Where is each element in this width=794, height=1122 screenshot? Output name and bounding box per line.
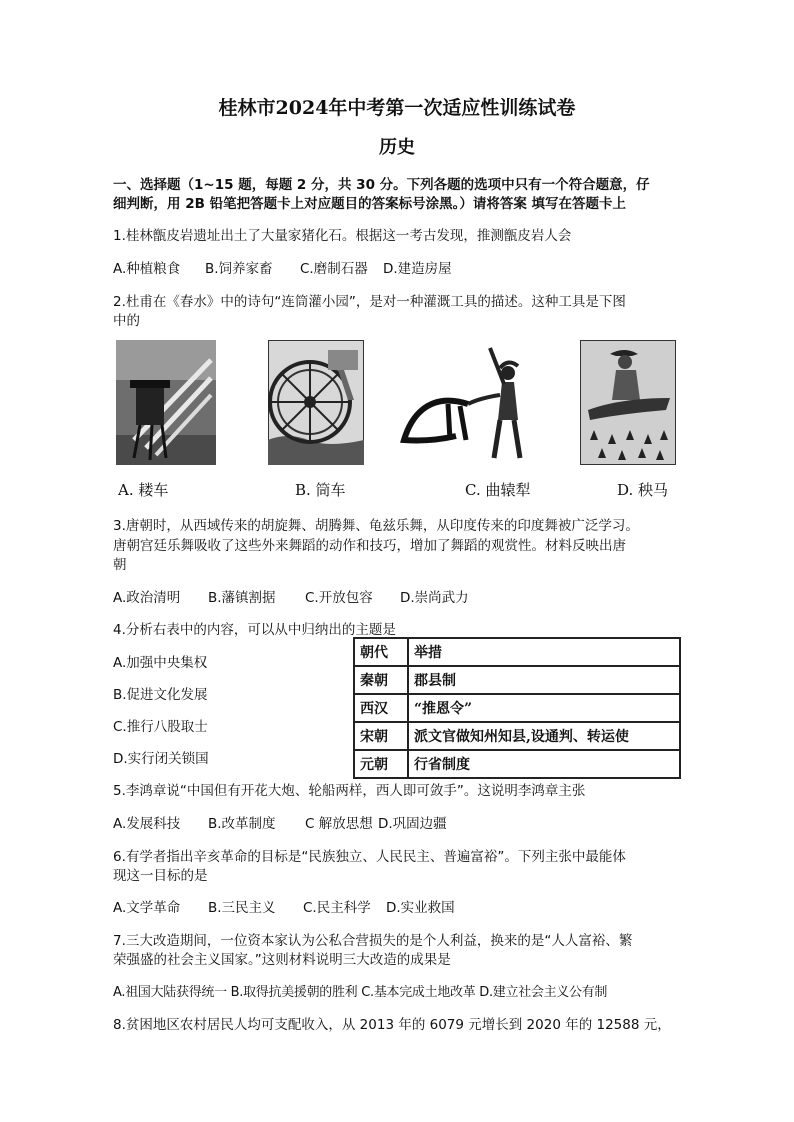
q4-option-a: A.加强中央集权: [113, 655, 208, 671]
q7-stem-line1: 7.三大改造期间，一位资本家认为公私合营损失的是个人利益，换来的是“人人富裕、繁: [113, 933, 633, 949]
q3-options: [113, 586, 469, 606]
water-wheel-icon: [268, 340, 364, 465]
table-cell: 秦朝: [354, 666, 408, 694]
table-row: [354, 666, 680, 694]
q4-option-c: C.推行八股取士: [113, 719, 208, 735]
q3-stem-line2: 唐朝宫廷乐舞吸收了这些外来舞蹈的动作和技巧，增加了舞蹈的观赏性。材料反映出唐: [113, 538, 626, 554]
section-heading-line2: 细判断，用 2B 铅笔把答题卡上对应题目的答案标号涂黑。）请将答案 填写在答题卡上: [113, 196, 627, 212]
figure-caption-d: D. 秧马: [617, 481, 669, 499]
table-cell: 宋朝: [354, 722, 408, 750]
table-row: [354, 750, 680, 778]
table-cell: 郡县制: [408, 666, 680, 694]
table-header-row: [354, 638, 680, 666]
table-cell: “推恩令”: [408, 694, 680, 722]
q6-stem-line2: 现这一目标的是: [113, 868, 208, 884]
table-cell: 西汉: [354, 694, 408, 722]
q5-option-a: A.发展科技: [113, 816, 181, 832]
q5-options: [113, 812, 447, 832]
q6-stem-line1: 6.有学者指出辛亥革命的目标是“民族独立、人民民主、普遍富裕”。下列主张中最能体: [113, 849, 626, 865]
table-header-cell: 朝代: [354, 638, 408, 666]
rice-seedling-horse-icon: [580, 340, 676, 465]
seeder-photo-icon: [116, 340, 216, 465]
q3-option-a: A.政治清明: [113, 590, 181, 606]
q3-option-b: B.藩镇割据: [208, 590, 276, 606]
q6-option-d: D.实业救国: [386, 900, 455, 916]
figure-caption-b: B. 筒车: [295, 481, 346, 499]
q6-options: [113, 896, 455, 916]
q7-options: A.祖国大陆获得统一 B.取得抗美援朝的胜利 C.基本完成土地改革 D.建立社会主义公有制: [113, 985, 608, 1000]
q7-stem-line2: 荣强盛的社会主义国家。”这则材料说明三大改造的成果是: [113, 952, 451, 968]
table-cell: 元朝: [354, 750, 408, 778]
q1-option-d: D.建造房屋: [383, 261, 452, 277]
dynasty-measures-table: [353, 637, 681, 779]
exam-title: 桂林市2024年中考第一次适应性训练试卷: [218, 97, 576, 119]
curved-plow-icon: [400, 340, 532, 465]
q6-option-b: B.三民主义: [208, 900, 276, 916]
q1-option-c: C.磨制石器: [300, 261, 368, 277]
table-row: [354, 722, 680, 750]
q5-stem: 5.李鸿章说“中国但有开花大炮、轮船两样，西人即可敛手”。这说明李鸿章主张: [113, 783, 586, 799]
figure-caption-a: A. 耧车: [118, 481, 169, 499]
q1-option-b: B.饲养家畜: [205, 261, 273, 277]
table-cell: 行省制度: [408, 750, 680, 778]
q5-option-d: D.巩固边疆: [378, 816, 447, 832]
q3-option-c: C.开放包容: [305, 590, 373, 606]
q4-option-b: B.促进文化发展: [113, 687, 208, 703]
figure-caption-c: C. 曲辕犁: [465, 481, 531, 499]
q3-stem-line3: 朝: [113, 557, 127, 573]
q1-option-a: A.种植粮食: [113, 261, 181, 277]
table-header-cell: 举措: [408, 638, 680, 666]
q6-option-c: C.民主科学: [303, 900, 371, 916]
q1-stem: 1.桂林甑皮岩遗址出土了大量家猪化石。根据这一考古发现，推测甑皮岩人会: [113, 228, 572, 244]
q4-option-d: D.实行闭关锁国: [113, 751, 209, 767]
q4-stem: 4.分析右表中的内容，可以从中归纳出的主题是: [113, 622, 396, 638]
subject-title: 历史: [379, 137, 415, 158]
q3-stem-line1: 3.唐朝时，从西域传来的胡旋舞、胡腾舞、龟兹乐舞，从印度传来的印度舞被广泛学习。: [113, 518, 639, 534]
q6-option-a: A.文学革命: [113, 900, 181, 916]
q2-stem-line2: 中的: [113, 313, 140, 329]
table-cell: 派文官做知州知县,设通判、转运使: [408, 722, 680, 750]
section-heading-line1: 一、选择题（1~15 题，每题 2 分，共 30 分。下列各题的选项中只有一个符合题意，仔: [113, 177, 650, 193]
q5-option-b: B.改革制度: [208, 816, 276, 832]
q8-stem: 8.贫困地区农村居民人均可支配收入，从 2013 年的 6079 元增长到 2020 年的 12588 元，: [113, 1017, 671, 1033]
q5-option-c: C 解放思想: [305, 816, 373, 832]
table-row: [354, 694, 680, 722]
q3-option-d: D.崇尚武力: [400, 590, 469, 606]
q1-options: [113, 257, 452, 277]
q2-stem-line1: 2.杜甫在《春水》中的诗句“连筒灌小园”，是对一种灌溉工具的描述。这种工具是下图: [113, 294, 626, 310]
